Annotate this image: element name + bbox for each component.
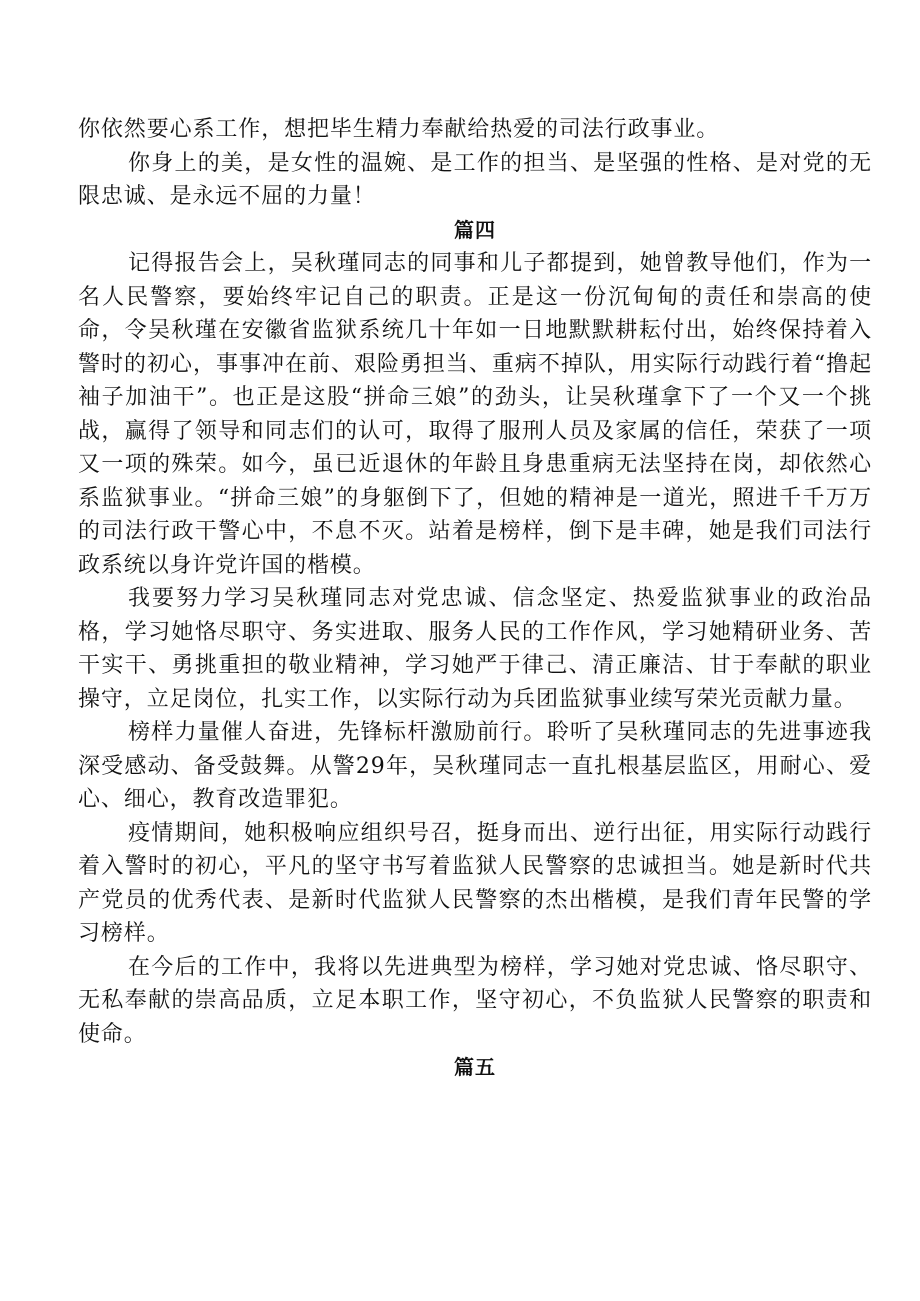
paragraph-future-work: 在今后的工作中，我将以先进典型为榜样，学习她对党忠诚、恪尽职守、无私奉献的崇高品质，立足本职工作，坚守初心，不负监狱人民警察的职责和使命。: [78, 954, 872, 1047]
paragraph-beauty: 你身上的美，是女性的温婉、是工作的担当、是坚强的性格、是对党的无限忠诚、是永远不屈的力量！: [78, 150, 872, 209]
paragraph-role-model: 榜样力量催人奋进，先锋标杆激励前行。聆听了吴秋瑾同志的先进事迹我深受感动、备受鼓舞。从警29年，吴秋瑾同志一直扎根基层监区，用耐心、爱心、细心，教育改造罪犯。: [78, 720, 872, 812]
section-heading-4: 篇四: [454, 217, 496, 242]
paragraph-epidemic: 疫情期间，她积极响应组织号召，挺身而出、逆行出征，用实际行动践行着入警时的初心，平凡的坚守书写着监狱人民警察的忠诚担当。她是新时代共产党员的优秀代表、是新时代监狱人民警察的杰出楷模，是我们青年民警的学习榜样。: [78, 820, 872, 946]
section-heading-5: 篇五: [454, 1055, 496, 1079]
paragraph-report-meeting: 记得报告会上，吴秋瑾同志的同事和儿子都提到，她曾教导他们，作为一名人民警察，要始终牢记自己的职责。正是这一份沉甸甸的责任和崇高的使命，令吴秋瑾在安徽省监狱系统几十年如一日地默默耕耘付出，始终保持着入警时的初心，事事冲在前、艰险勇担当、重病不掉队，用实际行动践行着“撸起袖子加油干”。也正是这股“拼命三娘”的劲头，让吴秋瑾拿下了一个又一个挑战，赢得了领导和同志们的认可，取得了服刑人员及家属的信任，荣获了一项又一项的殊荣。如今，虽已近退休的年龄且身患重病无法坚持在岗，却依然心系监狱事业。“拼命三娘”的身躯倒下了，但她的精神是一道光，照进千千万万的司法行政干警心中，不息不灭。站着是榜样，倒下是丰碑，她是我们司法行政系统以身许党许国的楷模。: [78, 251, 872, 578]
paragraph-intro-continuation: 你依然要心系工作，想把毕生精力奉献给热爱的司法行政事业。: [78, 117, 720, 142]
paragraph-study-resolve: 我要努力学习吴秋瑾同志对党忠诚、信念坚定、热爱监狱事业的政治品格，学习她恪尽职守、务实进取、服务人民的工作作风，学习她精研业务、苦干实干、勇挑重担的敬业精神，学习她严于律己、清正廉洁、甘于奉献的职业操守，立足岗位，扎实工作，以实际行动为兵团监狱事业续写荣光贡献力量。: [78, 586, 872, 712]
